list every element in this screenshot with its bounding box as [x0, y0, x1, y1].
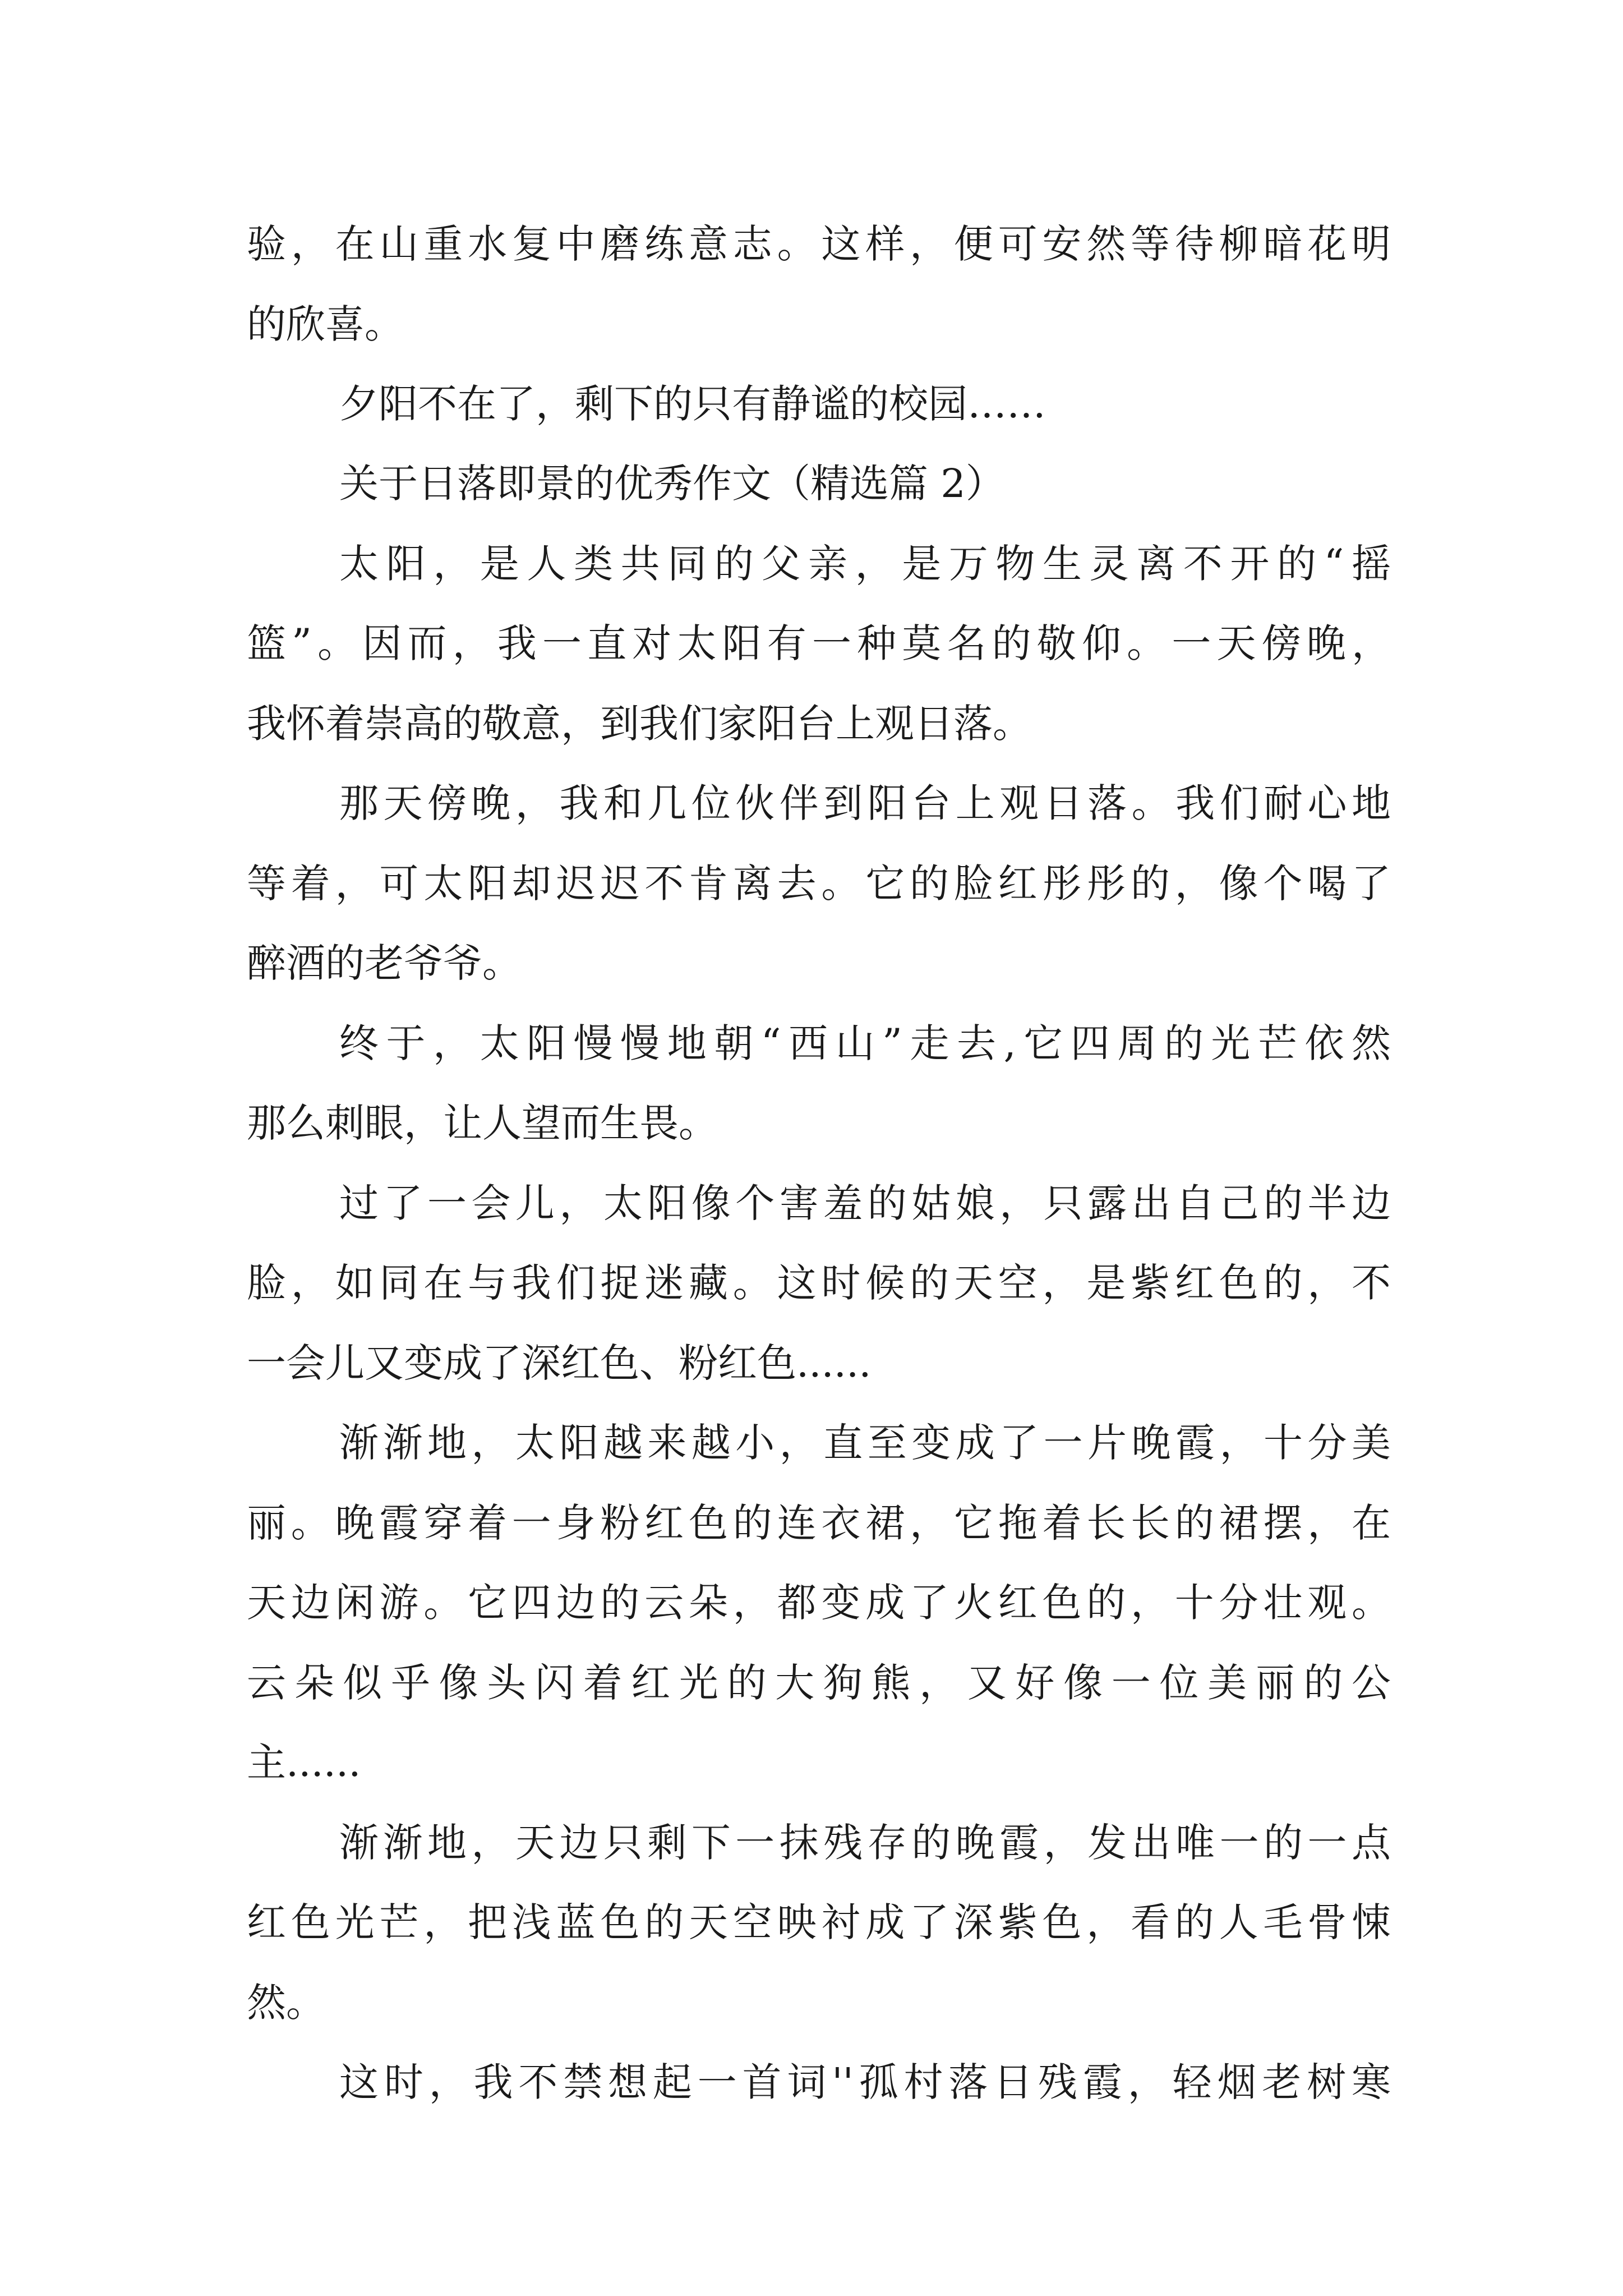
text-line: 验，在山重水复中磨练意志。这样，便可安然等待柳暗花明 [247, 221, 1391, 267]
text-line: 一会儿又变成了深红色、粉红色...... [247, 1340, 872, 1386]
text-line: 红色光芒，把浅蓝色的天空映衬成了深紫色，看的人毛骨悚 [247, 1899, 1391, 1945]
text-line: 渐渐地，天边只剩下一抹残存的晚霞，发出唯一的一点 [339, 1820, 1391, 1866]
text-line: 丽。晚霞穿着一身粉红色的连衣裙，它拖着长长的裙摆，在 [247, 1500, 1391, 1546]
text-line: 那么刺眼，让人望而生畏。 [247, 1100, 718, 1146]
text-line: 主...... [247, 1740, 361, 1786]
text-line: 篮”。因而，我一直对太阳有一种莫名的敬仰。一天傍晚， [247, 620, 1391, 666]
text-line: 天边闲游。它四边的云朵，都变成了火红色的，十分壮观。 [247, 1580, 1391, 1626]
text-line: 的欣喜。 [247, 301, 404, 347]
text-line: 这时，我不禁想起一首词''孤村落日残霞，轻烟老树寒 [339, 2059, 1391, 2105]
text-line: 然。 [247, 1980, 325, 2026]
text-line: 过了一会儿，太阳像个害羞的姑娘，只露出自己的半边 [339, 1180, 1391, 1226]
text-line: 等着，可太阳却迟迟不肯离去。它的脸红彤彤的，像个喝了 [247, 861, 1391, 907]
text-line: 脸，如同在与我们捉迷藏。这时候的天空，是紫红色的，不 [247, 1260, 1391, 1306]
text-line: 我怀着崇高的敬意，到我们家阳台上观日落。 [247, 701, 1032, 747]
text-line: 那天傍晚，我和几位伙伴到阳台上观日落。我们耐心地 [339, 780, 1391, 826]
text-line: 醉酒的老爷爷。 [247, 940, 522, 986]
text-line: 渐渐地，太阳越来越小，直至变成了一片晚霞，十分美 [339, 1420, 1391, 1466]
section-heading: 关于日落即景的优秀作文（精选篇 2） [339, 461, 1005, 507]
text-line: 终于，太阳慢慢地朝“西山”走去,它四周的光芒依然 [339, 1020, 1391, 1066]
text-line: 太阳，是人类共同的父亲，是万物生灵离不开的“摇 [339, 541, 1391, 587]
text-line: 云朵似乎像头闪着红光的大狗熊，又好像一位美丽的公 [247, 1660, 1391, 1706]
text-line: 夕阳不在了，剩下的只有静谧的校园…… [339, 381, 1046, 427]
